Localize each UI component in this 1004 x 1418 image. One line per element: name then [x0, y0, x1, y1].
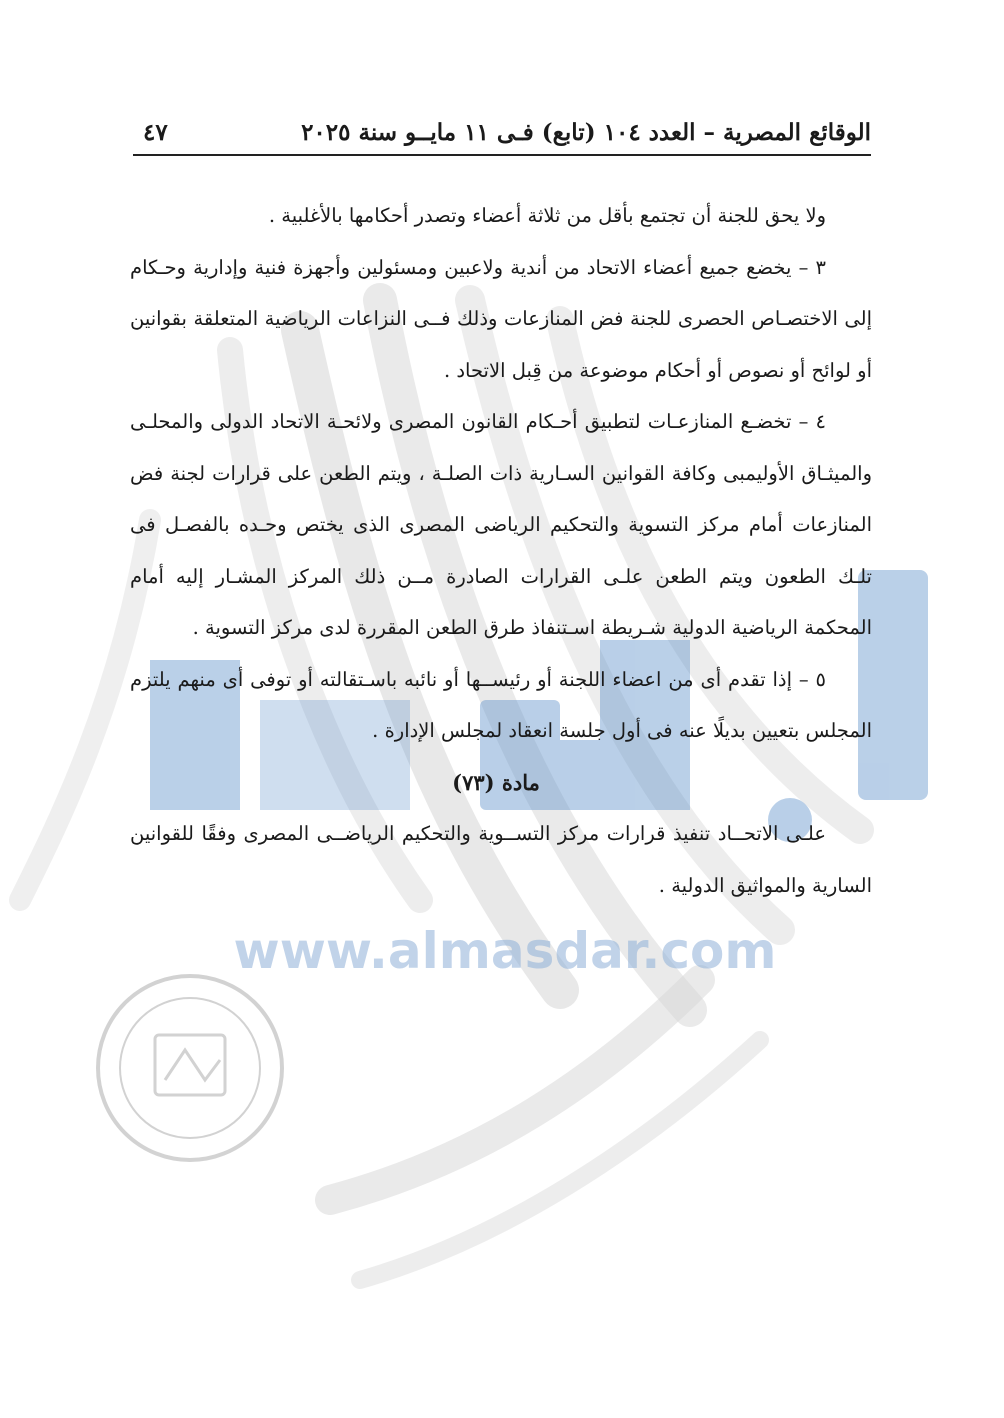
paragraph-1: ولا يحق للجنة أن تجتمع بأقل من ثلاثة أعضاء وتصدر أحكامها بالأغلبية .: [268, 204, 826, 227]
page-header: [133, 108, 871, 156]
article-heading: مادة (٧٣): [452, 769, 540, 795]
document-body: [130, 190, 872, 911]
paragraph-item-5: ٥ – إذا تقدم أى من اعضاء اللجنة أو رئيســها أو نائبه باسـتقالته أو توفى أى منهم يلتزم المجلس بتعيين بديلًا عنه فى أول جلسة انعقاد لمجلس الإدارة .: [130, 667, 872, 742]
paragraph-item-3: ٣ – يخضع جميع أعضاء الاتحاد من أندية ولاعبين ومسئولين وأجهزة فنية وإدارية وحـكام إلى الاختصـاص الحصرى للجنة فض المنازعات وذلك فــى النزاعات الرياضية المتعلقة بقوانين أو لوائح أو نصوص أو أحكام موضوعة من قِبل الاتحاد .: [130, 255, 872, 382]
article-text: علـى الاتحــاد تنفيذ قرارات مركز التســوية والتحكيم الرياضــى المصرى وفقًا للقوانين السارية والمواثيق الدولية .: [130, 822, 872, 897]
watermark-seal: [98, 976, 282, 1160]
watermark-site-text: www.almasdar.com: [233, 922, 777, 980]
page-number: ٤٧: [143, 119, 168, 146]
header-title: الوقائع المصرية – العدد ١٠٤ (تابع) فـى ١١ مايــو سنة ٢٠٢٥: [301, 119, 871, 146]
paragraph-item-4: ٤ – تخضـع المنازعـات لتطبيق أحـكام القانون المصرى ولائحـة الاتحاد الدولى والمحلـى والميثـاق الأوليمبى وكافة القوانين السـارية ذات الصلـة ، ويتم الطعن على قرارات لجنة فض المنازعات أمام مركز التسوية والتحكيم الرياضى المصرى الذى يختص وحـده بالفصـل فى تلـك الطعون ويتم الطعن علـى القرارات الصادرة مــن ذلك المركز المشـار إليه أمام المحكمة الرياضية الدولية شـريطة اسـتنفاذ طرق الطعن المقررة لدى مركز التسوية .: [130, 410, 872, 639]
